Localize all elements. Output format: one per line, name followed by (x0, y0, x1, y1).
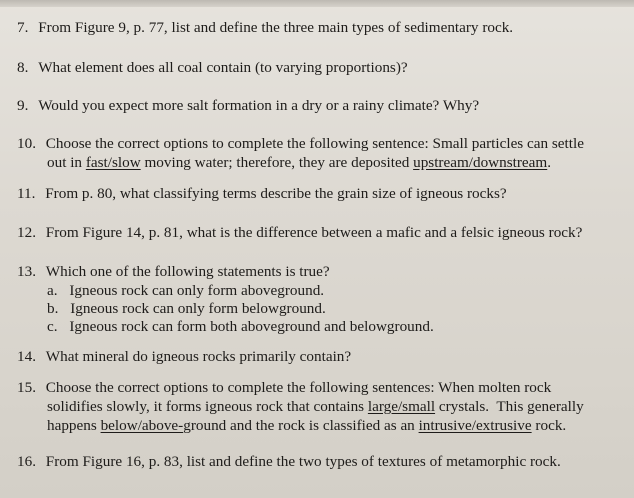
question-9 (17, 95, 479, 116)
choice-intrusive-extrusive: intrusive/extrusive (418, 417, 532, 434)
question-text: Choose the correct options to complete the following sentences: When molten rock (45, 379, 552, 396)
question-number: 10. (17, 135, 36, 152)
question-number: 9. (17, 97, 29, 114)
question-8 (17, 57, 408, 78)
question-text: Choose the correct options to complete the following sentence: Small particles can settle (45, 135, 584, 152)
question-12 (17, 222, 582, 243)
text-segment: solidifies slowly, it forms igneous rock that contains (47, 398, 368, 415)
question-number: 14. (17, 348, 36, 365)
question-10-line-2 (47, 152, 551, 173)
option-a (47, 281, 324, 300)
option-text: Igneous rock can only form aboveground. (69, 282, 325, 299)
question-number: 8. (17, 59, 29, 76)
choice-below-above: below/above- (100, 417, 184, 434)
question-number: 15. (17, 379, 36, 396)
choice-fast-slow: fast/slow (85, 154, 141, 171)
question-number: 12. (17, 224, 36, 241)
text-segment: moving water; therefore, they are deposited (140, 154, 414, 171)
question-text: From Figure 16, p. 83, list and define the two types of textures of metamorphic rock. (45, 453, 561, 470)
question-15-line-3 (47, 415, 566, 436)
page-top-edge (0, 0, 634, 7)
option-text: Igneous rock can only form belowground. (70, 300, 326, 317)
question-7 (17, 17, 513, 38)
choice-upstream-downstream: upstream/downstream (413, 154, 548, 171)
text-segment: rock. (531, 417, 567, 434)
question-number: 11. (17, 185, 36, 202)
question-15-line-2 (47, 396, 584, 417)
question-13 (17, 261, 330, 282)
option-text: Igneous rock can form both aboveground and belowground. (69, 318, 434, 335)
choice-large-small: large/small (367, 398, 436, 415)
question-10 (17, 133, 584, 154)
option-b (47, 299, 326, 318)
option-letter: b. (47, 300, 59, 317)
question-text: From p. 80, what classifying terms describe the grain size of igneous rocks? (45, 185, 507, 202)
option-c (47, 317, 434, 336)
question-15 (17, 377, 551, 398)
question-text: What mineral do igneous rocks primarily contain? (45, 348, 352, 365)
question-number: 13. (17, 263, 36, 280)
question-number: 7. (17, 19, 29, 36)
text-segment: out in (47, 154, 86, 171)
option-letter: a. (47, 282, 58, 299)
text-segment: ground and the rock is classified as an (183, 417, 419, 434)
text-segment: . (547, 154, 552, 171)
question-text: What element does all coal contain (to varying proportions)? (38, 59, 408, 76)
text-segment: crystals. This generally (435, 398, 584, 415)
question-14 (17, 346, 351, 367)
option-letter: c. (47, 318, 58, 335)
text-segment: happens (47, 417, 101, 434)
question-number: 16. (17, 453, 36, 470)
question-16 (17, 451, 561, 472)
question-text: Would you expect more salt formation in a dry or a rainy climate? Why? (38, 97, 480, 114)
question-text: From Figure 14, p. 81, what is the difference between a mafic and a felsic igneous rock? (45, 224, 583, 241)
question-11 (17, 183, 507, 204)
question-text: From Figure 9, p. 77, list and define the three main types of sedimentary rock. (38, 19, 514, 36)
question-text: Which one of the following statements is true? (45, 263, 330, 280)
